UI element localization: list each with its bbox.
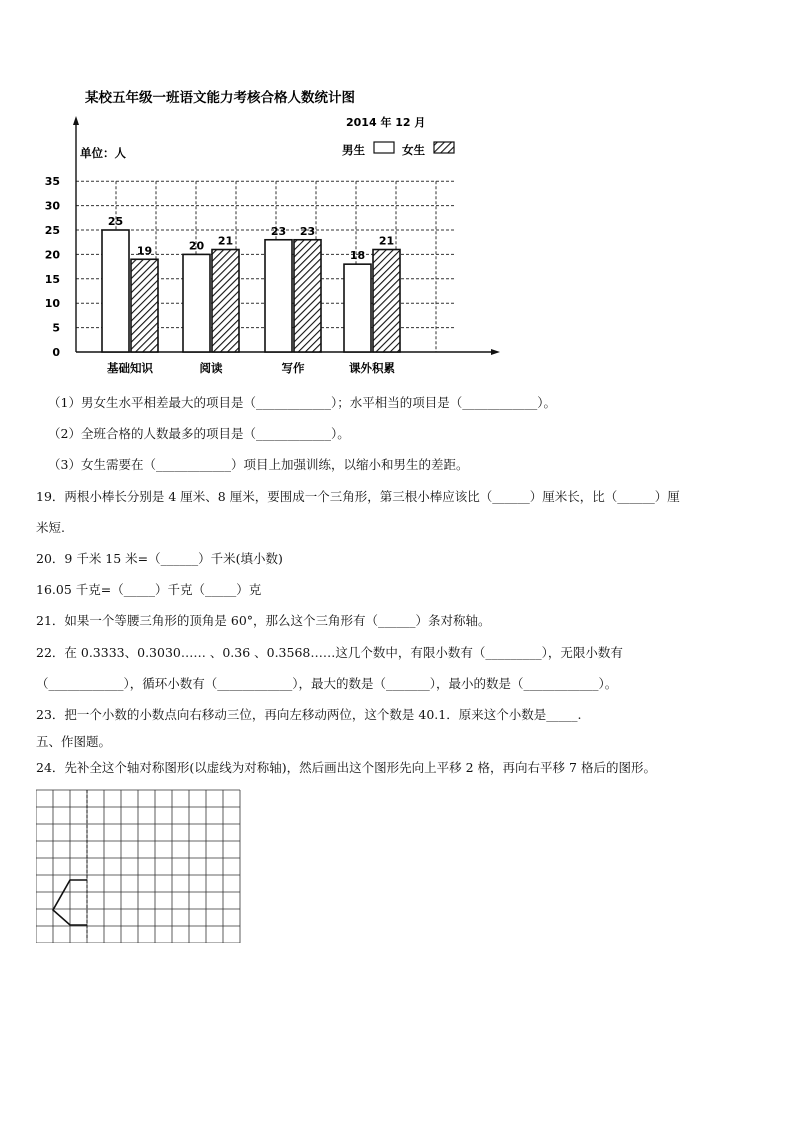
data-label: 19 [136, 244, 153, 258]
y-tick-label: 20 [44, 248, 60, 262]
y-axis-ticks [45, 175, 61, 359]
bar-男生-课外积累 [344, 264, 371, 352]
data-label: 21 [217, 234, 234, 248]
chart-title: 某校五年级一班语文能力考核合格人数统计图 [85, 90, 355, 106]
y-tick-label: 15 [44, 272, 60, 286]
question-22-line2: （____________），循环小数有（____________），最大的数是（_______），最小的数是（____________）。 [36, 676, 618, 691]
question-18-1: （1）男女生水平相差最大的项目是（____________）；水平相当的项目是（____________）。 [48, 395, 556, 410]
bar-女生-阅读 [212, 250, 239, 352]
bar-女生-写作 [294, 240, 321, 352]
bar-女生-基础知识 [131, 259, 158, 352]
grid-lines [36, 790, 240, 943]
question-24: 24．先补全这个轴对称图形(以虚线为对称轴)，然后画出这个图形先向上平移 2 格，再向右平移 7 格后的图形。 [36, 760, 656, 775]
question-20-line2: 16.05 千克=（_____）千克（_____）克 [36, 582, 262, 597]
y-tick-label: 30 [44, 199, 60, 213]
bar-女生-课外积累 [373, 250, 400, 352]
chart-subtitle: 2014 年 12 月 [346, 116, 426, 129]
question-23: 23．把一个小数的小数点向右移动三位，再向左移动两位，这个数是 40.1．原来这个小数是_____. [36, 707, 582, 722]
data-label: 23 [270, 224, 287, 238]
legend-swatch [434, 142, 454, 153]
section-5-heading: 五、作图题。 [36, 734, 112, 749]
bar-男生-阅读 [183, 254, 210, 352]
category-label: 课外积累 [349, 361, 395, 375]
legend-label: 男生 [342, 143, 365, 157]
y-tick-label: 25 [44, 224, 60, 237]
y-tick-label: 5 [52, 321, 60, 335]
question-20-line1: 20．9 千米 15 米=（______）千米(填小数) [36, 551, 283, 566]
x-axis-arrow [491, 349, 500, 355]
question-19-line2: 米短. [36, 520, 65, 535]
chart-legend [342, 142, 454, 157]
category-labels [107, 361, 395, 375]
drawing-grid [36, 788, 246, 943]
data-label: 23 [299, 224, 316, 238]
bar-男生-基础知识 [102, 230, 129, 352]
category-label: 阅读 [199, 361, 223, 375]
question-21: 21．如果一个等腰三角形的顶角是 60°，那么这个三角形有（______）条对称轴。 [36, 613, 491, 628]
y-axis-arrow [73, 116, 79, 125]
question-19-line1: 19．两根小棒长分别是 4 厘米、8 厘米，要围成一个三角形，第三根小棒应该比（______）厘米长，比（______）厘 [36, 489, 680, 504]
question-18-3: （3）女生需要在（____________）项目上加强训练，以缩小和男生的差距。 [48, 457, 469, 472]
y-tick-label: 0 [52, 346, 60, 359]
bar-chart [30, 82, 510, 382]
data-label: 21 [378, 234, 395, 248]
y-tick-label: 10 [44, 297, 60, 311]
question-22-line1: 22．在 0.3333、0.3030…… 、0.36 、0.3568……这几个数中，有限小数有（_________），无限小数有 [36, 645, 623, 660]
unit-label: 单位：人 [80, 146, 126, 160]
bar-男生-写作 [265, 240, 292, 352]
question-18-2: （2）全班合格的人数最多的项目是（____________）。 [48, 426, 350, 441]
data-labels [108, 215, 394, 262]
category-label: 基础知识 [107, 361, 153, 375]
legend-label: 女生 [402, 143, 425, 157]
data-label: 20 [188, 239, 205, 253]
legend-swatch [374, 142, 394, 153]
y-tick-label: 35 [44, 175, 60, 189]
category-label: 写作 [281, 361, 305, 375]
data-label: 25 [107, 215, 124, 228]
data-label: 18 [349, 249, 366, 263]
